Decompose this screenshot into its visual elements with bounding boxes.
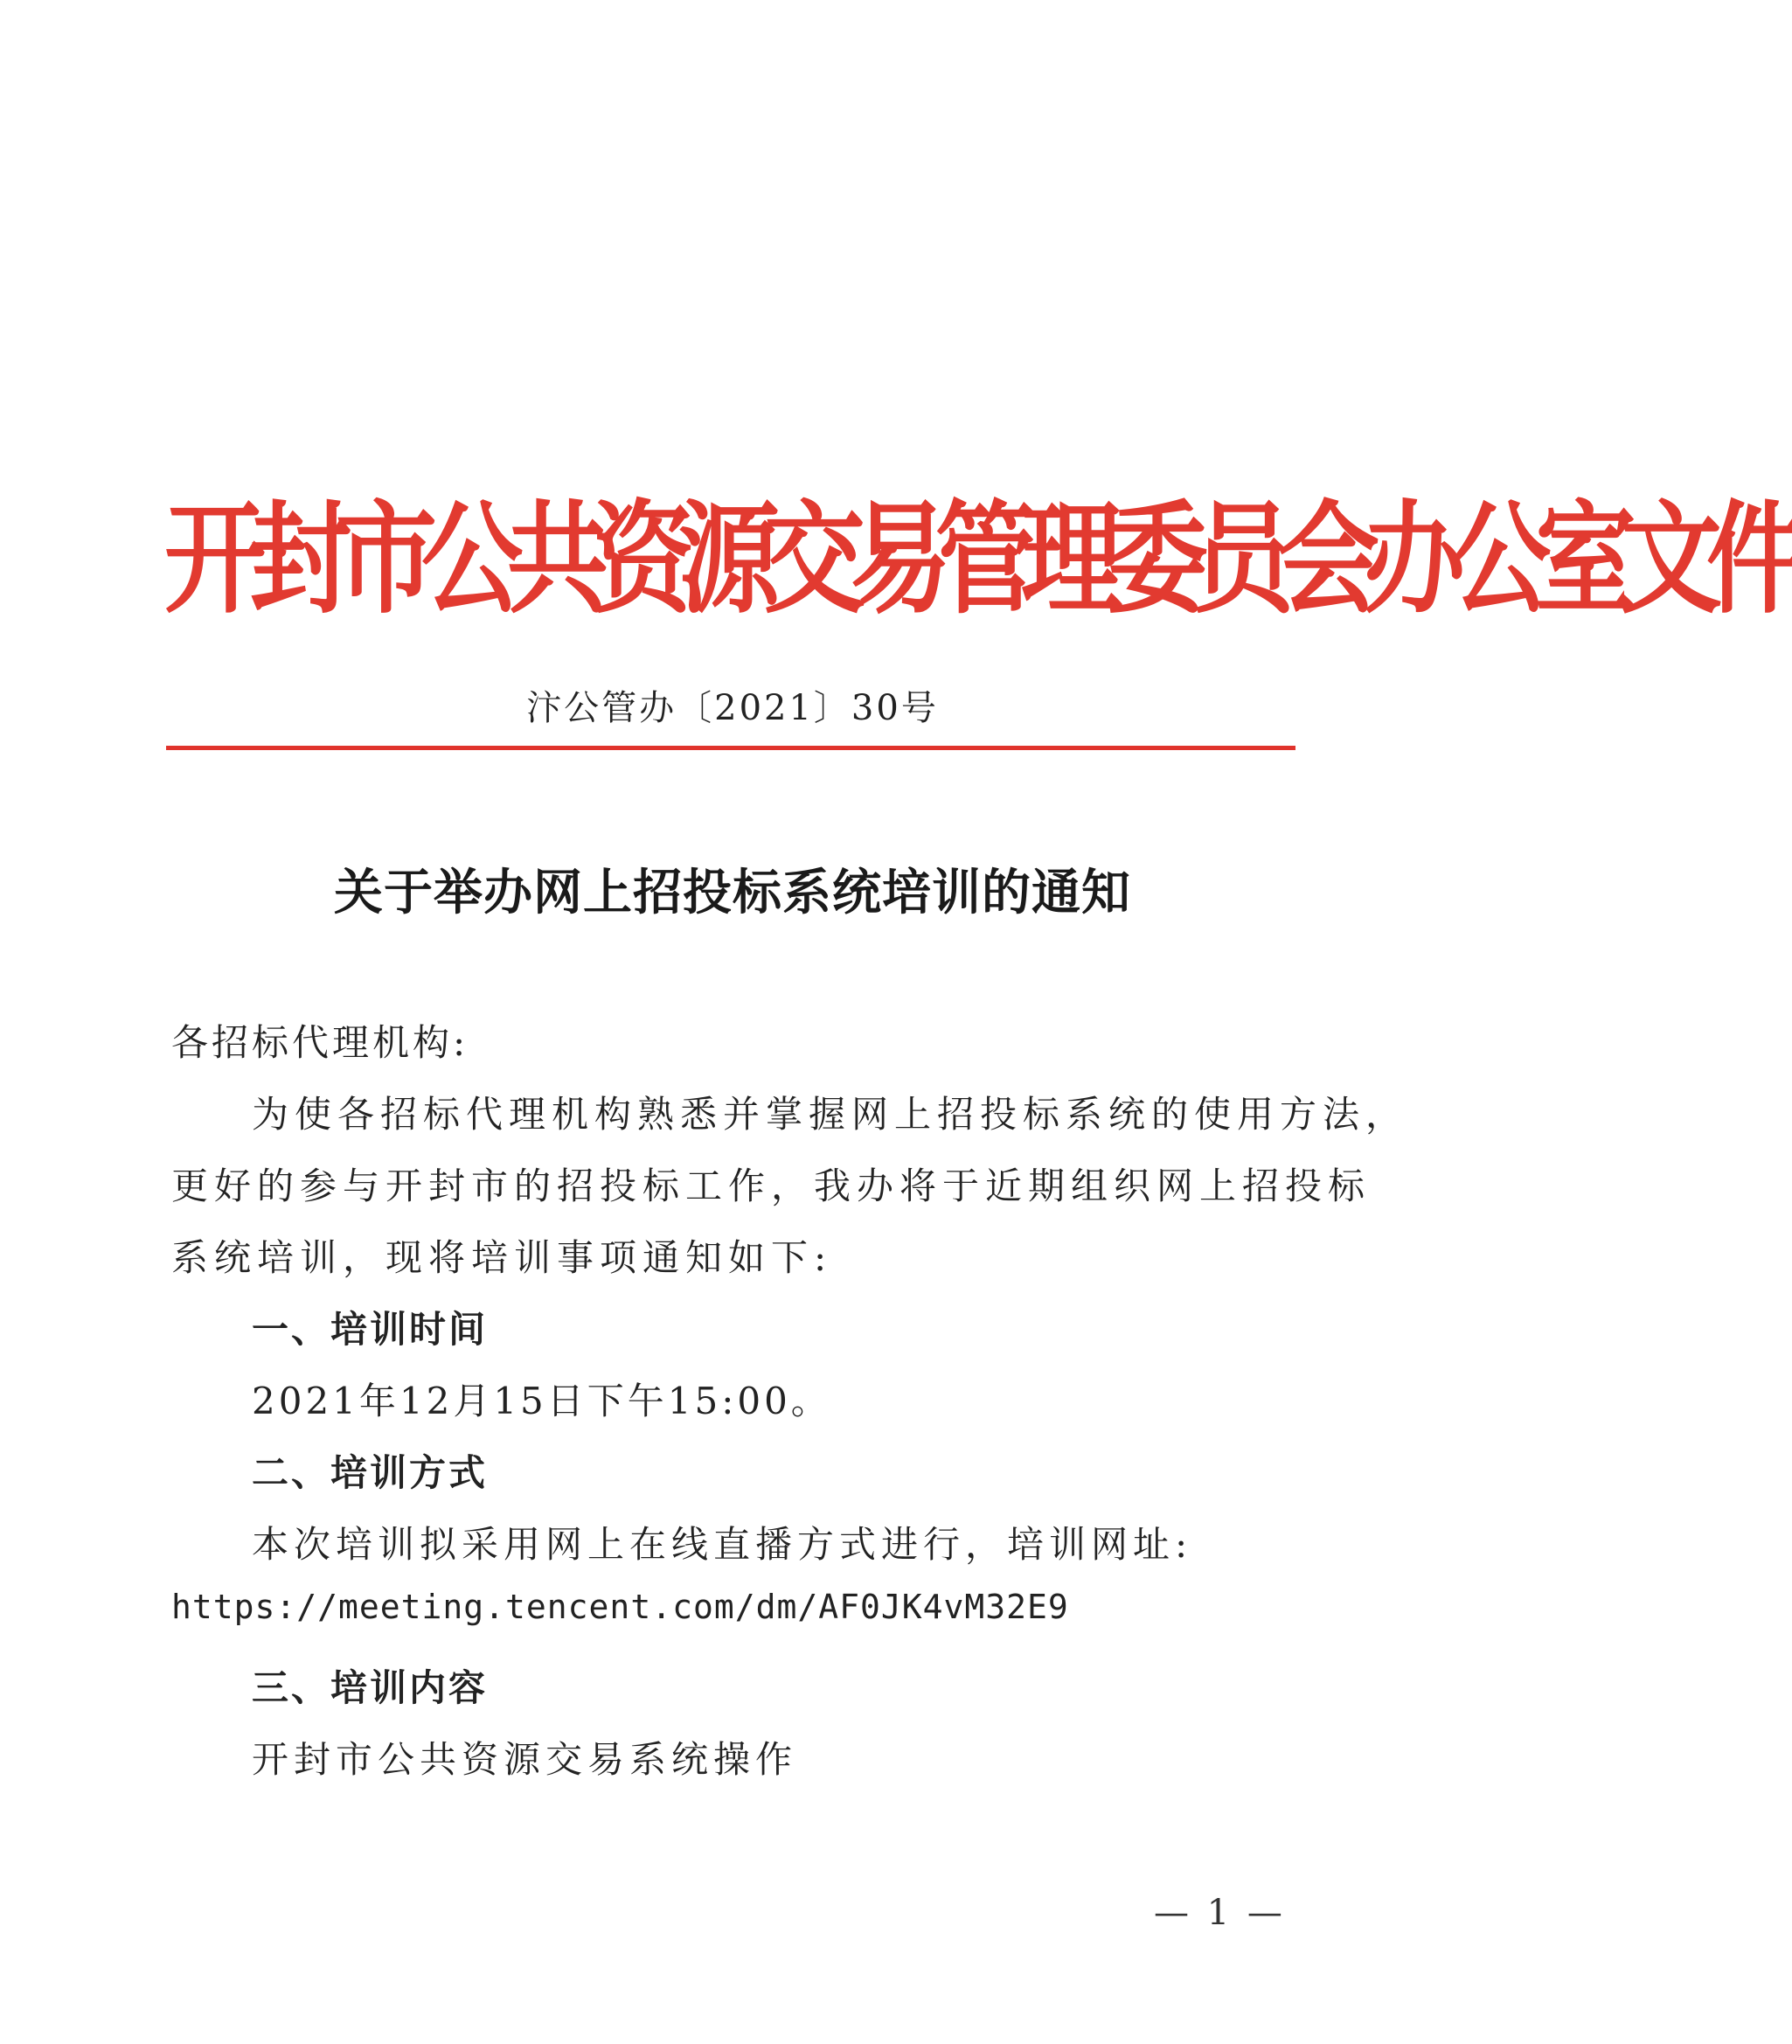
section-text-method: 本次培训拟采用网上在线直播方式进行，培训网址: xyxy=(252,1523,1193,1566)
salutation: 各招标代理机构: xyxy=(171,1021,469,1064)
notice-title: 关于举办网上招投标系统培训的通知 xyxy=(334,864,1131,921)
section-heading-time: 一、培训时间 xyxy=(252,1308,489,1351)
section-text-time: 2021年12月15日下午15:00。 xyxy=(252,1380,831,1422)
red-divider xyxy=(166,746,1295,750)
section-heading-content: 三、培训内容 xyxy=(252,1666,489,1709)
intro-line-3: 系统培训，现将培训事项通知如下: xyxy=(171,1236,833,1279)
document-number: 汴公管办〔2021〕30号 xyxy=(526,688,939,728)
issuer-masthead: 开封市公共资源交易管理委员会办公室文件 xyxy=(164,488,1792,631)
section-text-content: 开封市公共资源交易系统操作 xyxy=(252,1738,798,1781)
page-number: — 1 — xyxy=(1154,1893,1286,1933)
section-heading-method: 二、培训方式 xyxy=(252,1451,489,1494)
intro-line-1: 为使各招标代理机构熟悉并掌握网上招投标系统的使用方法， xyxy=(252,1093,1409,1136)
training-url-link[interactable]: https://meeting.tencent.com/dm/AF0JK4vM32E9 xyxy=(171,1588,1069,1626)
intro-line-2: 更好的参与开封市的招投标工作，我办将于近期组织网上招投标 xyxy=(171,1165,1372,1207)
